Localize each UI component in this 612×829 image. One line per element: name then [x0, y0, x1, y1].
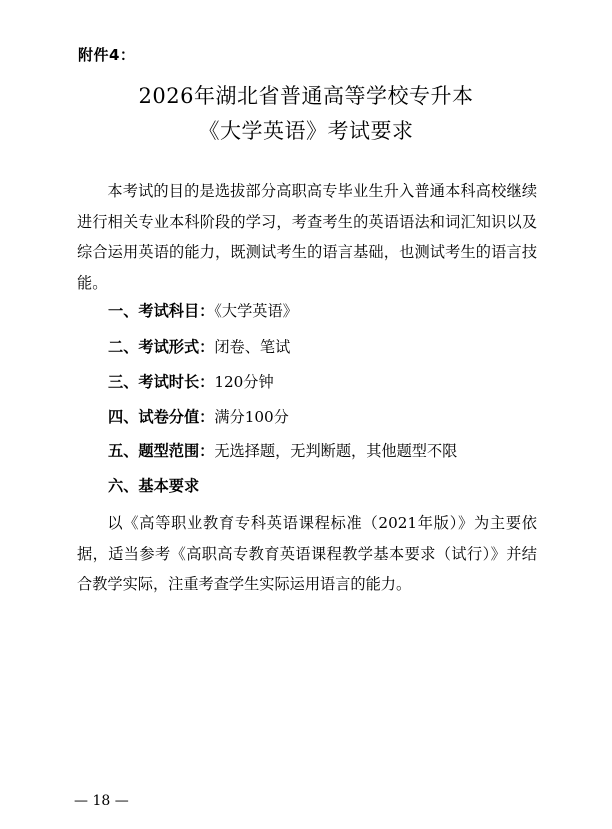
- item-heading: 四、试卷分值：: [108, 408, 215, 426]
- item-heading: 二、考试形式：: [108, 338, 215, 356]
- document-title-line-1: 2026年湖北省普通高等学校专升本: [138, 84, 474, 108]
- item-question-types: [108, 440, 457, 461]
- item-value: 闭卷、笔试: [214, 338, 291, 356]
- item-value: 120分钟: [214, 373, 274, 391]
- item-heading: 一、考试科目：: [108, 302, 215, 320]
- item-value: 满分100分: [214, 408, 289, 426]
- item-heading: 五、题型范围：: [108, 442, 215, 460]
- item-exam-duration: [108, 371, 274, 392]
- item-exam-subject: [108, 300, 298, 321]
- item-value: 《大学英语》: [214, 302, 298, 320]
- requirements-paragraph: 以《高等职业教育专科英语课程标准（2021年版）》为主要依据，适当参考《高职高专教育英语课程教学基本要求（试行）》并结合教学实际，注重考查学生实际运用语言的能力。: [77, 514, 537, 593]
- attachment-label: 附件4：: [78, 46, 136, 64]
- item-exam-format: [108, 336, 290, 357]
- item-heading: 六、基本要求: [108, 477, 200, 495]
- document-title-line-2: 《大学英语》考试要求: [198, 119, 414, 143]
- page-number: — 18 —: [74, 793, 129, 809]
- item-exam-score: [108, 406, 289, 427]
- item-heading: 三、考试时长：: [108, 373, 215, 391]
- intro-paragraph: 本考试的目的是选拔部分高职高专毕业生升入普通本科高校继续进行相关专业本科阶段的学习，考查考生的英语语法和词汇知识以及综合运用英语的能力，既测试考生的语言基础，也测试考生的语言技能。: [77, 182, 537, 292]
- item-basic-requirements: [108, 475, 199, 496]
- item-value: 无选择题，无判断题，其他题型不限: [214, 442, 458, 460]
